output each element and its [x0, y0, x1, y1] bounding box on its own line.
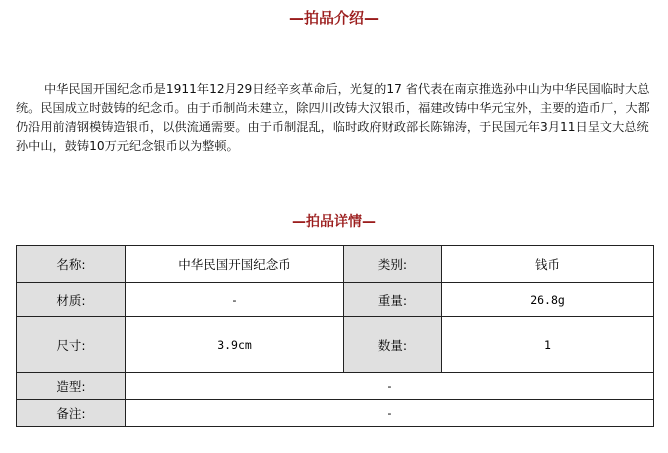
shape-label: 造型: [17, 373, 126, 400]
quantity-value: 1 [442, 317, 654, 373]
name-value: 中华民国开国纪念币 [126, 246, 344, 283]
notes-label: 备注: [17, 400, 126, 427]
weight-value: 26.8g [442, 283, 654, 317]
notes-value: - [126, 400, 654, 427]
details-table [16, 245, 654, 427]
category-label: 类别: [344, 246, 442, 283]
weight-label: 重量: [344, 283, 442, 317]
size-label: 尺寸: [17, 317, 126, 373]
material-value: - [126, 283, 344, 317]
table-row [17, 400, 654, 427]
shape-value: - [126, 373, 654, 400]
table-row [17, 246, 654, 283]
size-value: 3.9cm [126, 317, 344, 373]
intro-paragraph: 中华民国开国纪念币是1911年12月29日经辛亥革命后，光复的17 省代表在南京推选孙中山为中华民国临时大总统。民国成立时鼓铸的纪念币。由于币制尚未建立，除四川改铸大汉银币，福建改铸中华元宝外，主要的造币厂，大都仍沿用前清钢模铸造银币，以供流通需要。由于币制混乱，临时政府财政部长陈锦涛，于民国元年3月11日呈文大总统孙中山，鼓铸10万元纪念银币以为整顿。 [16, 82, 650, 153]
material-label: 材质: [17, 283, 126, 317]
name-label: 名称: [17, 246, 126, 283]
details-section-title: —拍品详情— [292, 214, 376, 230]
table-row [17, 373, 654, 400]
table-row [17, 283, 654, 317]
category-value: 钱币 [442, 246, 654, 283]
intro-section-title: —拍品介绍— [288, 9, 379, 27]
quantity-label: 数量: [344, 317, 442, 373]
table-row [17, 317, 654, 373]
